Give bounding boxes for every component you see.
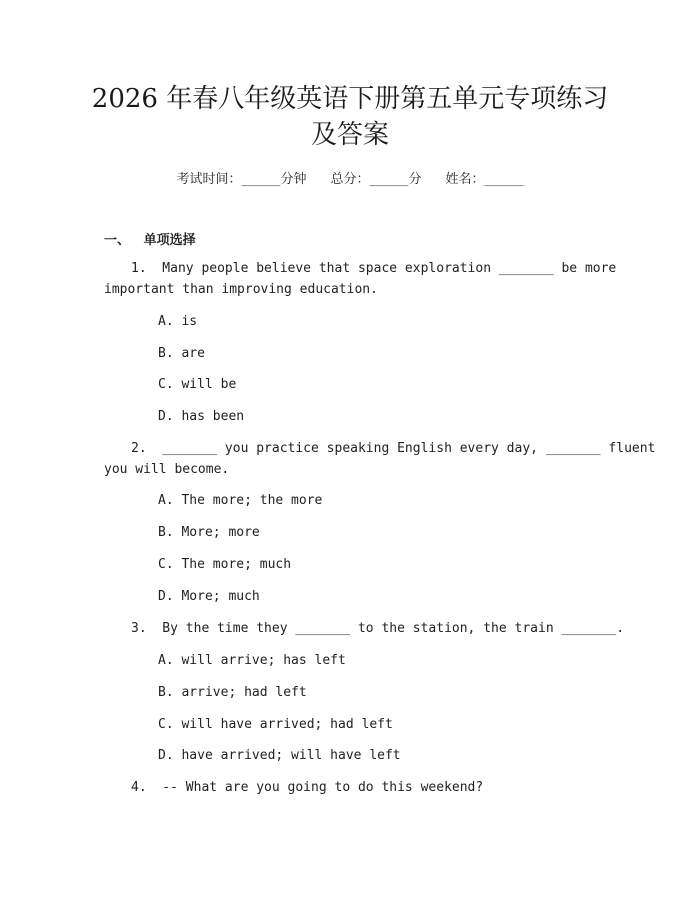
- question-3-option-d: D. have arrived; will have left: [158, 748, 401, 763]
- question-2-option-b: B. More; more: [158, 525, 260, 540]
- question-3-option-b: B. arrive; had left: [158, 685, 307, 700]
- question-1-option-a: A. is: [158, 314, 198, 329]
- question-1-option-b: B. are: [158, 346, 205, 361]
- question-3-option-c: C. will have arrived; had left: [158, 717, 393, 732]
- exam-info: [0, 168, 700, 187]
- question-2-option-a: A. The more; the more: [158, 493, 323, 508]
- question-3-line-1: 3. By the time they _______ to the station, the train _______.: [131, 621, 625, 636]
- section-heading: 一、 单项选择: [104, 233, 196, 248]
- question-1-line-1: 1. Many people believe that space exploration _______ be more: [131, 261, 617, 276]
- question-1-line-2: important than improving education.: [104, 282, 378, 297]
- document-title-line-1: 2026 年春八年级英语下册第五单元专项练习: [91, 84, 609, 114]
- question-2-line-2: you will become.: [104, 462, 230, 477]
- total-score-label: 总分：______分: [330, 172, 422, 187]
- question-2-line-1: 2. _______ you practice speaking English every day, _______ fluent: [131, 441, 656, 456]
- question-2-option-d: D. More; much: [158, 589, 260, 604]
- student-name-label: 姓名：______: [445, 172, 524, 187]
- question-1-option-c: C. will be: [158, 377, 237, 392]
- exam-time-label: 考试时间：______分钟: [176, 172, 307, 187]
- document-title-line-2: 及答案: [310, 120, 389, 150]
- question-4-line-1: 4. -- What are you going to do this weekend?: [131, 780, 484, 795]
- question-1-option-d: D. has been: [158, 409, 245, 424]
- question-2-option-c: C. The more; much: [158, 557, 292, 572]
- question-3-option-a: A. will arrive; has left: [158, 653, 346, 668]
